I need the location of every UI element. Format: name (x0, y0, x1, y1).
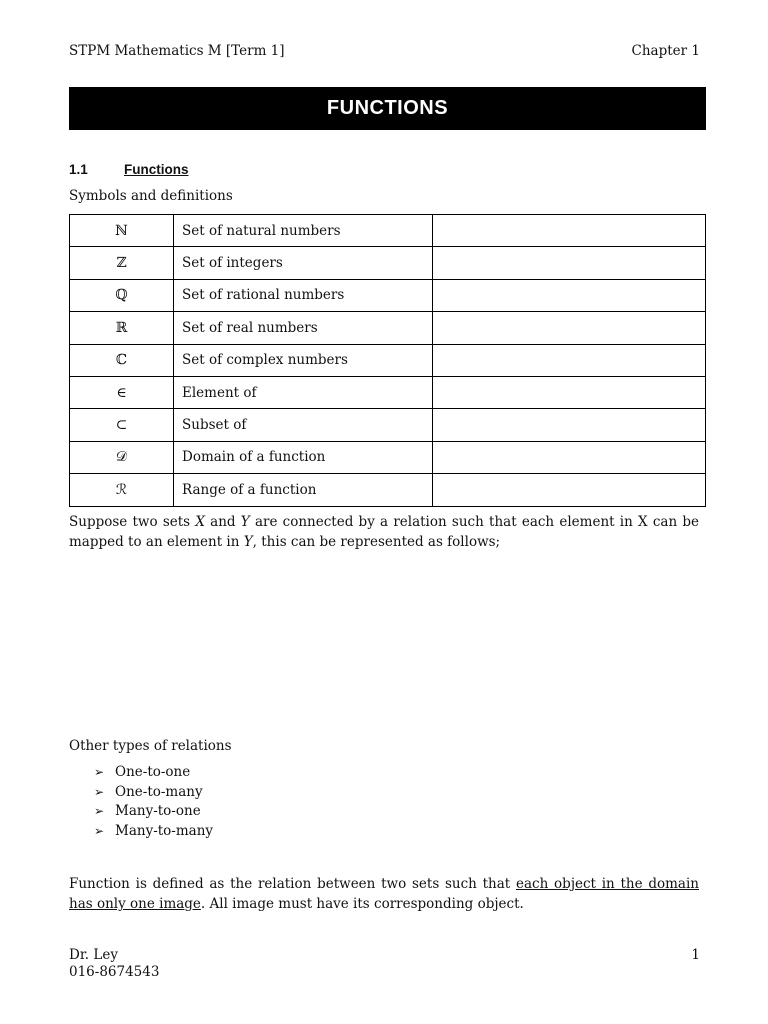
page-footer-left (69, 947, 159, 981)
section-title: Functions (124, 162, 189, 177)
notes-cell (433, 376, 706, 408)
list-item-label: Many-to-many (115, 823, 214, 840)
table-row (70, 474, 706, 506)
list-item-label: Many-to-one (115, 803, 201, 820)
definition-cell: Subset of (174, 409, 433, 441)
definition-cell: Set of natural numbers (174, 215, 433, 247)
paragraph-text: and (204, 514, 241, 530)
arrow-bullet-icon: ➢ (94, 784, 105, 799)
paragraph-text: . All image must have its corresponding object. (200, 896, 524, 912)
relation-paragraph (69, 512, 699, 552)
notes-cell (433, 344, 706, 376)
arrow-bullet-icon: ➢ (94, 804, 105, 819)
function-definition-paragraph (69, 874, 699, 914)
notes-cell (433, 312, 706, 344)
symbols-intro: Symbols and definitions (69, 188, 233, 204)
symbol-cell: ℂ (70, 344, 174, 376)
symbol-cell: ℕ (70, 215, 174, 247)
notes-cell (433, 409, 706, 441)
section-heading (69, 162, 189, 177)
symbol-cell: ℚ (70, 279, 174, 311)
notes-cell (433, 279, 706, 311)
table-row (70, 441, 706, 473)
definition-cell: Set of integers (174, 247, 433, 279)
symbol-cell: ∈ (70, 376, 174, 408)
section-number: 1.1 (69, 162, 88, 177)
paragraph-text: Function is defined as the relation between two sets such that (69, 876, 516, 892)
footer-phone: 016-8674543 (69, 964, 160, 980)
paragraph-text: Suppose two sets (69, 514, 196, 530)
set-x-symbol: X (195, 514, 205, 530)
definition-cell: Set of complex numbers (174, 344, 433, 376)
table-row (70, 215, 706, 247)
set-y-symbol: Y (243, 534, 253, 550)
diagram-blank-space (69, 560, 706, 730)
chapter-title-bar (69, 87, 706, 130)
table-row (70, 247, 706, 279)
list-item (94, 822, 213, 842)
list-item (94, 802, 213, 822)
symbol-cell: ⊂ (70, 409, 174, 441)
definition-cell: Set of real numbers (174, 312, 433, 344)
arrow-bullet-icon: ➢ (94, 765, 105, 779)
page-header-right: Chapter 1 (631, 43, 700, 59)
definition-cell: Element of (174, 376, 433, 408)
set-y-symbol: Y (240, 514, 250, 530)
page-number: 1 (691, 947, 700, 963)
table-row (70, 409, 706, 441)
table-row (70, 376, 706, 408)
other-relations-heading: Other types of relations (69, 738, 232, 754)
symbol-cell: ℝ (70, 312, 174, 344)
definition-cell: Domain of a function (174, 441, 433, 473)
underlined-definition: each object in the domain has only one image (69, 876, 699, 912)
symbol-cell: ℛ (70, 474, 174, 506)
arrow-bullet-icon: ➢ (94, 824, 105, 839)
notes-cell (433, 215, 706, 247)
list-item (94, 763, 213, 783)
notes-cell (433, 441, 706, 473)
table-row (70, 312, 706, 344)
list-item (94, 783, 213, 803)
symbols-table (69, 214, 706, 507)
table-row (70, 344, 706, 376)
paragraph-text: , this can be represented as follows; (252, 534, 501, 550)
symbol-cell: ℤ (70, 247, 174, 279)
notes-cell (433, 247, 706, 279)
symbol-cell: 𝒟 (70, 441, 174, 473)
definition-cell: Range of a function (174, 474, 433, 506)
list-item-label: One-to-one (115, 764, 191, 780)
relation-types-list (94, 763, 213, 842)
paragraph-text: are connected by a relation such that each element in X can be mapped to an element in (69, 514, 700, 550)
table-row (70, 279, 706, 311)
chapter-title: FUNCTIONS (326, 97, 449, 119)
definition-cell: Set of rational numbers (174, 279, 433, 311)
footer-author: Dr. Ley (69, 947, 118, 963)
notes-cell (433, 474, 706, 506)
page-header-left: STPM Mathematics M [Term 1] (69, 43, 285, 59)
list-item-label: One-to-many (115, 783, 203, 800)
